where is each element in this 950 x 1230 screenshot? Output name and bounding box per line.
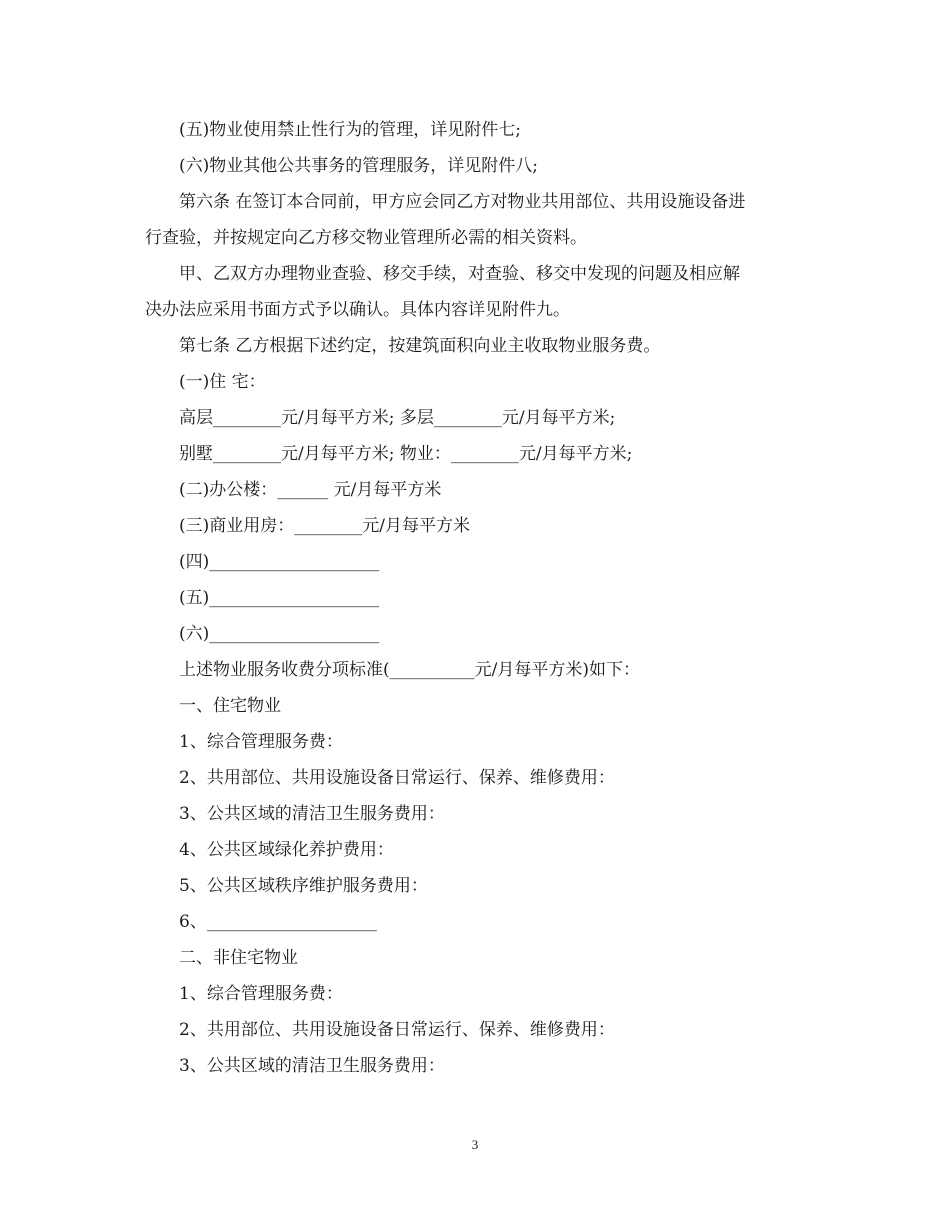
document-line: 4、公共区域绿化养护费用： bbox=[179, 840, 394, 860]
document-line: 上述物业服务收费分项标准(__________元/月每平方米)如下： bbox=[179, 660, 640, 680]
document-line: 6、____________________ bbox=[179, 912, 377, 932]
document-line: 5、公共区域秩序维护服务费用： bbox=[179, 876, 428, 896]
document-line: 甲、乙双方办理物业查验、移交手续，对查验、移交中发现的问题及相应解 bbox=[179, 264, 740, 284]
document-line: 第六条 在签订本合同前，甲方应会同乙方对物业共用部位、共用设施设备进 bbox=[179, 192, 746, 212]
document-line: (六)____________________ bbox=[179, 624, 380, 644]
document-line: 1、综合管理服务费： bbox=[179, 984, 343, 1004]
document-line: 一、住宅物业 bbox=[179, 696, 281, 716]
document-line: 二、非住宅物业 bbox=[179, 948, 298, 968]
document-line: 2、共用部位、共用设施设备日常运行、保养、维修费用： bbox=[179, 1020, 615, 1040]
document-line: (二)办公楼：______ 元/月每平方米 bbox=[179, 480, 442, 500]
document-line: (六)物业其他公共事务的管理服务，详见附件八; bbox=[179, 156, 538, 176]
document-body bbox=[145, 112, 810, 1084]
document-line: (三)商业用房：________元/月每平方米 bbox=[179, 516, 470, 536]
document-line: 决办法应采用书面方式予以确认。具体内容详见附件九。 bbox=[145, 300, 570, 320]
document-line: (一)住 宅： bbox=[179, 372, 266, 392]
page-number: 3 bbox=[471, 1137, 479, 1152]
document-line: 高层________元/月每平方米; 多层________元/月每平方米; bbox=[179, 408, 616, 428]
document-line: 第七条 乙方根据下述约定，按建筑面积向业主收取物业服务费。 bbox=[179, 336, 661, 356]
document-line: 3、公共区域的清洁卫生服务费用： bbox=[179, 1056, 445, 1076]
document-line: (四)____________________ bbox=[179, 552, 380, 572]
document-line: 2、共用部位、共用设施设备日常运行、保养、维修费用： bbox=[179, 768, 615, 788]
document-line: 3、公共区域的清洁卫生服务费用： bbox=[179, 804, 445, 824]
document-line: (五)____________________ bbox=[179, 588, 380, 608]
document-line: 1、综合管理服务费： bbox=[179, 732, 343, 752]
document-line: (五)物业使用禁止性行为的管理，详见附件七; bbox=[179, 120, 521, 140]
document-line: 行查验，并按规定向乙方移交物业管理所必需的相关资料。 bbox=[145, 228, 587, 248]
document-line: 别墅________元/月每平方米; 物业：________元/月每平方米; bbox=[179, 444, 633, 464]
